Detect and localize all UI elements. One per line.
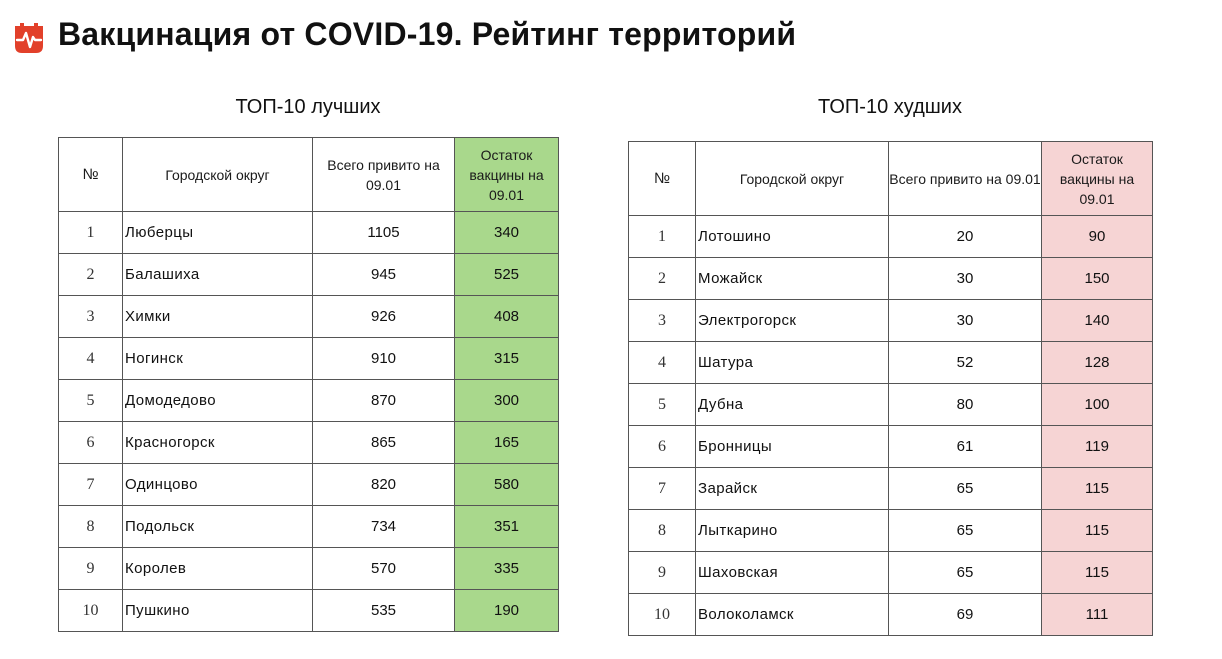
vaccinated-total: 52 <box>889 342 1042 384</box>
table-row <box>629 468 1153 510</box>
district-name: Шатура <box>696 342 889 384</box>
row-number: 5 <box>629 384 696 426</box>
table-row <box>59 296 559 338</box>
district-name: Лыткарино <box>696 510 889 552</box>
heartbeat-logo-icon <box>12 22 46 54</box>
district-name: Пушкино <box>123 590 313 632</box>
vaccine-remaining: 128 <box>1042 342 1153 384</box>
district-name: Подольск <box>123 506 313 548</box>
column-header-number: № <box>59 138 123 212</box>
table-row <box>629 216 1153 258</box>
vaccinated-total: 865 <box>313 422 455 464</box>
table-header-row <box>59 138 559 212</box>
vaccine-remaining: 315 <box>455 338 559 380</box>
vaccinated-total: 80 <box>889 384 1042 426</box>
vaccinated-total: 65 <box>889 468 1042 510</box>
vaccine-remaining: 335 <box>455 548 559 590</box>
worst-table-caption: ТОП-10 худших <box>818 96 962 118</box>
table-row <box>59 506 559 548</box>
vaccinated-total: 820 <box>313 464 455 506</box>
page-title: Вакцинация от COVID-19. Рейтинг территорий <box>58 16 797 52</box>
table-row <box>59 590 559 632</box>
vaccinated-total: 69 <box>889 594 1042 636</box>
vaccine-remaining: 340 <box>455 212 559 254</box>
row-number: 5 <box>59 380 123 422</box>
vaccine-remaining: 351 <box>455 506 559 548</box>
district-name: Электрогорск <box>696 300 889 342</box>
vaccinated-total: 20 <box>889 216 1042 258</box>
district-name: Химки <box>123 296 313 338</box>
district-name: Шаховская <box>696 552 889 594</box>
district-name: Королев <box>123 548 313 590</box>
best-table-caption: ТОП-10 лучших <box>235 96 381 118</box>
row-number: 4 <box>629 342 696 384</box>
district-name: Дубна <box>696 384 889 426</box>
row-number: 3 <box>629 300 696 342</box>
vaccine-remaining: 525 <box>455 254 559 296</box>
vaccinated-total: 61 <box>889 426 1042 468</box>
table-row <box>59 464 559 506</box>
row-number: 9 <box>629 552 696 594</box>
vaccine-remaining: 115 <box>1042 552 1153 594</box>
vaccinated-total: 30 <box>889 300 1042 342</box>
row-number: 2 <box>629 258 696 300</box>
vaccine-remaining: 111 <box>1042 594 1153 636</box>
column-header-remaining: Остаток вакцины на 09.01 <box>455 138 559 212</box>
vaccinated-total: 734 <box>313 506 455 548</box>
column-header-total: Всего привито на 09.01 <box>313 138 455 212</box>
column-header-district: Городской округ <box>696 142 889 216</box>
vaccinated-total: 535 <box>313 590 455 632</box>
column-header-district: Городской округ <box>123 138 313 212</box>
table-row <box>629 510 1153 552</box>
table-row <box>59 422 559 464</box>
row-number: 1 <box>59 212 123 254</box>
vaccine-remaining: 165 <box>455 422 559 464</box>
vaccinated-total: 1105 <box>313 212 455 254</box>
table-row <box>59 380 559 422</box>
row-number: 6 <box>59 422 123 464</box>
table-row <box>629 342 1153 384</box>
vaccine-remaining: 150 <box>1042 258 1153 300</box>
vaccine-remaining: 140 <box>1042 300 1153 342</box>
table-row <box>629 426 1153 468</box>
row-number: 3 <box>59 296 123 338</box>
vaccine-remaining: 119 <box>1042 426 1153 468</box>
vaccinated-total: 870 <box>313 380 455 422</box>
table-row <box>629 384 1153 426</box>
vaccinated-total: 65 <box>889 552 1042 594</box>
row-number: 4 <box>59 338 123 380</box>
table-row <box>629 552 1153 594</box>
district-name: Зарайск <box>696 468 889 510</box>
table-row <box>59 548 559 590</box>
table-row <box>59 338 559 380</box>
vaccine-remaining: 90 <box>1042 216 1153 258</box>
vaccine-remaining: 580 <box>455 464 559 506</box>
row-number: 9 <box>59 548 123 590</box>
vaccinated-total: 570 <box>313 548 455 590</box>
table-row <box>59 212 559 254</box>
column-header-total: Всего привито на 09.01 <box>889 142 1042 216</box>
table-row <box>629 594 1153 636</box>
district-name: Балашиха <box>123 254 313 296</box>
column-header-remaining: Остаток вакцины на 09.01 <box>1042 142 1153 216</box>
vaccinated-total: 945 <box>313 254 455 296</box>
row-number: 2 <box>59 254 123 296</box>
vaccine-remaining: 115 <box>1042 510 1153 552</box>
district-name: Люберцы <box>123 212 313 254</box>
best-territories-table <box>58 137 559 632</box>
row-number: 6 <box>629 426 696 468</box>
district-name: Лотошино <box>696 216 889 258</box>
table-row <box>629 258 1153 300</box>
district-name: Красногорск <box>123 422 313 464</box>
vaccine-remaining: 115 <box>1042 468 1153 510</box>
district-name: Ногинск <box>123 338 313 380</box>
vaccinated-total: 926 <box>313 296 455 338</box>
row-number: 7 <box>59 464 123 506</box>
district-name: Бронницы <box>696 426 889 468</box>
vaccinated-total: 30 <box>889 258 1042 300</box>
district-name: Волоколамск <box>696 594 889 636</box>
vaccine-remaining: 190 <box>455 590 559 632</box>
table-row <box>59 254 559 296</box>
vaccine-remaining: 300 <box>455 380 559 422</box>
vaccine-remaining: 408 <box>455 296 559 338</box>
district-name: Домодедово <box>123 380 313 422</box>
row-number: 10 <box>629 594 696 636</box>
table-header-row <box>629 142 1153 216</box>
worst-territories-table <box>628 141 1153 636</box>
vaccinated-total: 910 <box>313 338 455 380</box>
vaccinated-total: 65 <box>889 510 1042 552</box>
row-number: 1 <box>629 216 696 258</box>
row-number: 8 <box>629 510 696 552</box>
vaccine-remaining: 100 <box>1042 384 1153 426</box>
row-number: 7 <box>629 468 696 510</box>
row-number: 8 <box>59 506 123 548</box>
district-name: Одинцово <box>123 464 313 506</box>
row-number: 10 <box>59 590 123 632</box>
column-header-number: № <box>629 142 696 216</box>
district-name: Можайск <box>696 258 889 300</box>
table-row <box>629 300 1153 342</box>
